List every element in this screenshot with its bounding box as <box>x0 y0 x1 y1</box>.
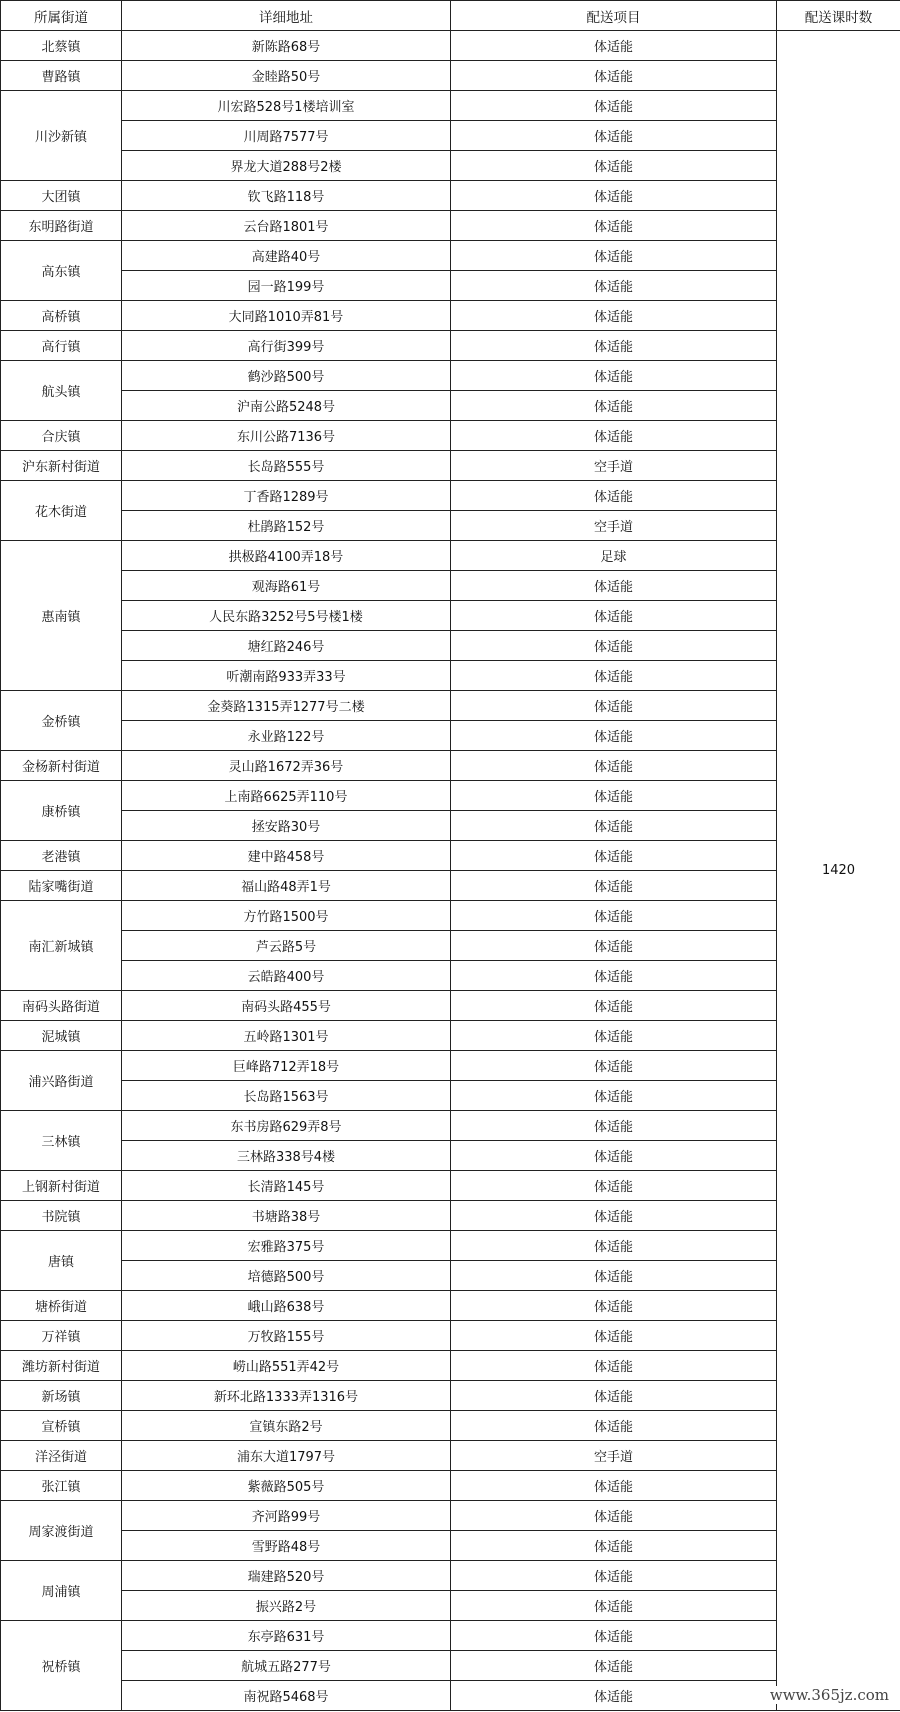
table-row <box>1 961 900 991</box>
address-cell: 界龙大道288号2楼 <box>122 151 451 181</box>
address-cell: 拱极路4100弄18号 <box>122 541 451 571</box>
item-cell: 体适能 <box>451 1651 777 1681</box>
street-cell: 高东镇 <box>1 241 122 301</box>
street-cell: 金桥镇 <box>1 691 122 751</box>
table-row <box>1 1651 900 1681</box>
address-cell: 雪野路48号 <box>122 1531 451 1561</box>
street-cell: 金杨新村街道 <box>1 751 122 781</box>
item-cell: 体适能 <box>451 1111 777 1141</box>
street-cell: 北蔡镇 <box>1 31 122 61</box>
item-cell: 体适能 <box>451 181 777 211</box>
item-cell: 体适能 <box>451 1051 777 1081</box>
table-row <box>1 991 900 1021</box>
address-cell: 新环北路1333弄1316号 <box>122 1381 451 1411</box>
street-cell: 书院镇 <box>1 1201 122 1231</box>
address-cell: 金葵路1315弄1277号二楼 <box>122 691 451 721</box>
item-cell: 体适能 <box>451 931 777 961</box>
table-row <box>1 631 900 661</box>
street-cell: 唐镇 <box>1 1231 122 1291</box>
item-cell: 体适能 <box>451 691 777 721</box>
address-cell: 新陈路68号 <box>122 31 451 61</box>
table-row <box>1 121 900 151</box>
item-cell: 体适能 <box>451 301 777 331</box>
item-cell: 体适能 <box>451 1201 777 1231</box>
header-item: 配送项目 <box>451 1 777 31</box>
table-row <box>1 1081 900 1111</box>
street-cell: 大团镇 <box>1 181 122 211</box>
table-row <box>1 721 900 751</box>
address-cell: 听潮南路933弄33号 <box>122 661 451 691</box>
street-cell: 陆家嘴街道 <box>1 871 122 901</box>
table-row <box>1 1111 900 1141</box>
street-cell: 沪东新村街道 <box>1 451 122 481</box>
address-cell: 灵山路1672弄36号 <box>122 751 451 781</box>
item-cell: 体适能 <box>451 211 777 241</box>
address-cell: 观海路61号 <box>122 571 451 601</box>
table-row <box>1 31 900 61</box>
table-row <box>1 1531 900 1561</box>
table-row <box>1 421 900 451</box>
street-cell: 东明路街道 <box>1 211 122 241</box>
item-cell: 体适能 <box>451 1351 777 1381</box>
table-row <box>1 1201 900 1231</box>
street-cell: 新场镇 <box>1 1381 122 1411</box>
address-cell: 南祝路5468号 <box>122 1681 451 1711</box>
address-cell: 长岛路555号 <box>122 451 451 481</box>
table-row <box>1 1441 900 1471</box>
street-cell: 南码头路街道 <box>1 991 122 1021</box>
table-row <box>1 511 900 541</box>
item-cell: 体适能 <box>451 1591 777 1621</box>
street-cell: 浦兴路街道 <box>1 1051 122 1111</box>
table-row <box>1 271 900 301</box>
table-row <box>1 691 900 721</box>
item-cell: 体适能 <box>451 1681 777 1711</box>
street-cell: 周家渡街道 <box>1 1501 122 1561</box>
street-cell: 花木街道 <box>1 481 122 541</box>
address-cell: 宣镇东路2号 <box>122 1411 451 1441</box>
item-cell: 体适能 <box>451 781 777 811</box>
item-cell: 足球 <box>451 541 777 571</box>
table-row <box>1 211 900 241</box>
item-cell: 空手道 <box>451 1441 777 1471</box>
address-cell: 云台路1801号 <box>122 211 451 241</box>
address-cell: 长清路145号 <box>122 1171 451 1201</box>
street-cell: 万祥镇 <box>1 1321 122 1351</box>
address-cell: 丁香路1289号 <box>122 481 451 511</box>
table-row <box>1 1471 900 1501</box>
address-cell: 浦东大道1797号 <box>122 1441 451 1471</box>
address-cell: 鹤沙路500号 <box>122 361 451 391</box>
table-row <box>1 481 900 511</box>
table-row <box>1 1681 900 1711</box>
street-cell: 老港镇 <box>1 841 122 871</box>
table-row <box>1 301 900 331</box>
street-cell: 塘桥街道 <box>1 1291 122 1321</box>
item-cell: 体适能 <box>451 1291 777 1321</box>
item-cell: 体适能 <box>451 61 777 91</box>
street-cell: 张江镇 <box>1 1471 122 1501</box>
street-cell: 高行镇 <box>1 331 122 361</box>
total-hours-cell: 1420 <box>777 31 900 1711</box>
table-row <box>1 811 900 841</box>
item-cell: 体适能 <box>451 751 777 781</box>
address-cell: 航城五路277号 <box>122 1651 451 1681</box>
item-cell: 体适能 <box>451 631 777 661</box>
table-row <box>1 751 900 781</box>
header-street: 所属街道 <box>1 1 122 31</box>
street-cell: 上钢新村街道 <box>1 1171 122 1201</box>
address-cell: 三林路338号4楼 <box>122 1141 451 1171</box>
item-cell: 体适能 <box>451 151 777 181</box>
address-cell: 东亭路631号 <box>122 1621 451 1651</box>
address-cell: 东川公路7136号 <box>122 421 451 451</box>
item-cell: 体适能 <box>451 871 777 901</box>
table-row <box>1 661 900 691</box>
table-row <box>1 331 900 361</box>
table-row <box>1 871 900 901</box>
item-cell: 体适能 <box>451 1171 777 1201</box>
item-cell: 体适能 <box>451 991 777 1021</box>
address-cell: 瑞建路520号 <box>122 1561 451 1591</box>
table-row <box>1 361 900 391</box>
address-cell: 大同路1010弄81号 <box>122 301 451 331</box>
address-cell: 书塘路38号 <box>122 1201 451 1231</box>
item-cell: 体适能 <box>451 241 777 271</box>
address-cell: 园一路199号 <box>122 271 451 301</box>
table-row <box>1 181 900 211</box>
item-cell: 体适能 <box>451 1471 777 1501</box>
header-row <box>1 1 900 31</box>
address-cell: 上南路6625弄110号 <box>122 781 451 811</box>
item-cell: 体适能 <box>451 811 777 841</box>
item-cell: 体适能 <box>451 1231 777 1261</box>
address-cell: 金睦路50号 <box>122 61 451 91</box>
item-cell: 体适能 <box>451 1321 777 1351</box>
item-cell: 空手道 <box>451 511 777 541</box>
table-row <box>1 601 900 631</box>
table-row <box>1 151 900 181</box>
item-cell: 体适能 <box>451 661 777 691</box>
item-cell: 体适能 <box>451 961 777 991</box>
item-cell: 体适能 <box>451 271 777 301</box>
address-cell: 五岭路1301号 <box>122 1021 451 1051</box>
table-row <box>1 1021 900 1051</box>
item-cell: 体适能 <box>451 421 777 451</box>
address-cell: 芦云路5号 <box>122 931 451 961</box>
table-row <box>1 541 900 571</box>
street-cell: 高桥镇 <box>1 301 122 331</box>
item-cell: 体适能 <box>451 601 777 631</box>
item-cell: 体适能 <box>451 1081 777 1111</box>
table-row <box>1 451 900 481</box>
street-cell: 惠南镇 <box>1 541 122 691</box>
address-cell: 长岛路1563号 <box>122 1081 451 1111</box>
address-cell: 云皓路400号 <box>122 961 451 991</box>
table-row <box>1 931 900 961</box>
address-cell: 培德路500号 <box>122 1261 451 1291</box>
street-cell: 潍坊新村街道 <box>1 1351 122 1381</box>
item-cell: 体适能 <box>451 1561 777 1591</box>
table-row <box>1 1261 900 1291</box>
address-cell: 高行街399号 <box>122 331 451 361</box>
address-cell: 崂山路551弄42号 <box>122 1351 451 1381</box>
street-cell: 三林镇 <box>1 1111 122 1171</box>
watermark: www.365jz.com <box>767 1686 892 1704</box>
item-cell: 体适能 <box>451 1411 777 1441</box>
table-row <box>1 1291 900 1321</box>
street-cell: 泥城镇 <box>1 1021 122 1051</box>
street-cell: 康桥镇 <box>1 781 122 841</box>
address-cell: 峨山路638号 <box>122 1291 451 1321</box>
address-cell: 人民东路3252号5号楼1楼 <box>122 601 451 631</box>
address-cell: 塘红路246号 <box>122 631 451 661</box>
street-cell: 洋泾街道 <box>1 1441 122 1471</box>
table-row <box>1 61 900 91</box>
address-cell: 宏雅路375号 <box>122 1231 451 1261</box>
address-cell: 川周路7577号 <box>122 121 451 151</box>
item-cell: 体适能 <box>451 361 777 391</box>
street-cell: 周浦镇 <box>1 1561 122 1621</box>
item-cell: 体适能 <box>451 901 777 931</box>
table-row <box>1 1321 900 1351</box>
item-cell: 体适能 <box>451 481 777 511</box>
address-cell: 杜鹃路152号 <box>122 511 451 541</box>
address-cell: 钦飞路118号 <box>122 181 451 211</box>
table-row <box>1 1411 900 1441</box>
address-cell: 川宏路528号1楼培训室 <box>122 91 451 121</box>
item-cell: 体适能 <box>451 1141 777 1171</box>
address-cell: 建中路458号 <box>122 841 451 871</box>
item-cell: 体适能 <box>451 31 777 61</box>
item-cell: 体适能 <box>451 721 777 751</box>
item-cell: 体适能 <box>451 841 777 871</box>
address-cell: 沪南公路5248号 <box>122 391 451 421</box>
address-cell: 振兴路2号 <box>122 1591 451 1621</box>
address-cell: 拯安路30号 <box>122 811 451 841</box>
table-row <box>1 1351 900 1381</box>
table-row <box>1 1231 900 1261</box>
street-cell: 合庆镇 <box>1 421 122 451</box>
table-row <box>1 91 900 121</box>
table-row <box>1 1381 900 1411</box>
table-row <box>1 1561 900 1591</box>
item-cell: 体适能 <box>451 1531 777 1561</box>
item-cell: 体适能 <box>451 1621 777 1651</box>
street-cell: 祝桥镇 <box>1 1621 122 1711</box>
address-cell: 方竹路1500号 <box>122 901 451 931</box>
address-cell: 东书房路629弄8号 <box>122 1111 451 1141</box>
address-cell: 齐河路99号 <box>122 1501 451 1531</box>
table-row <box>1 901 900 931</box>
item-cell: 体适能 <box>451 91 777 121</box>
item-cell: 体适能 <box>451 391 777 421</box>
street-cell: 南汇新城镇 <box>1 901 122 991</box>
table-row <box>1 571 900 601</box>
address-cell: 万牧路155号 <box>122 1321 451 1351</box>
address-cell: 福山路48弄1号 <box>122 871 451 901</box>
table-row <box>1 1051 900 1081</box>
street-cell: 航头镇 <box>1 361 122 421</box>
table-row <box>1 1171 900 1201</box>
table-row <box>1 241 900 271</box>
item-cell: 体适能 <box>451 121 777 151</box>
table-row <box>1 841 900 871</box>
table-row <box>1 1591 900 1621</box>
item-cell: 体适能 <box>451 331 777 361</box>
table-row <box>1 781 900 811</box>
header-hours: 配送课时数 <box>777 1 900 31</box>
street-cell: 川沙新镇 <box>1 91 122 181</box>
street-cell: 宣桥镇 <box>1 1411 122 1441</box>
address-cell: 紫薇路505号 <box>122 1471 451 1501</box>
item-cell: 体适能 <box>451 1021 777 1051</box>
item-cell: 体适能 <box>451 571 777 601</box>
address-cell: 永业路122号 <box>122 721 451 751</box>
table-row <box>1 391 900 421</box>
table-body <box>1 31 900 1711</box>
item-cell: 空手道 <box>451 451 777 481</box>
item-cell: 体适能 <box>451 1261 777 1291</box>
table-row <box>1 1141 900 1171</box>
address-cell: 巨峰路712弄18号 <box>122 1051 451 1081</box>
address-cell: 南码头路455号 <box>122 991 451 1021</box>
item-cell: 体适能 <box>451 1381 777 1411</box>
item-cell: 体适能 <box>451 1501 777 1531</box>
table-row <box>1 1501 900 1531</box>
table-row <box>1 1621 900 1651</box>
street-cell: 曹路镇 <box>1 61 122 91</box>
header-address: 详细地址 <box>122 1 451 31</box>
address-cell: 高建路40号 <box>122 241 451 271</box>
